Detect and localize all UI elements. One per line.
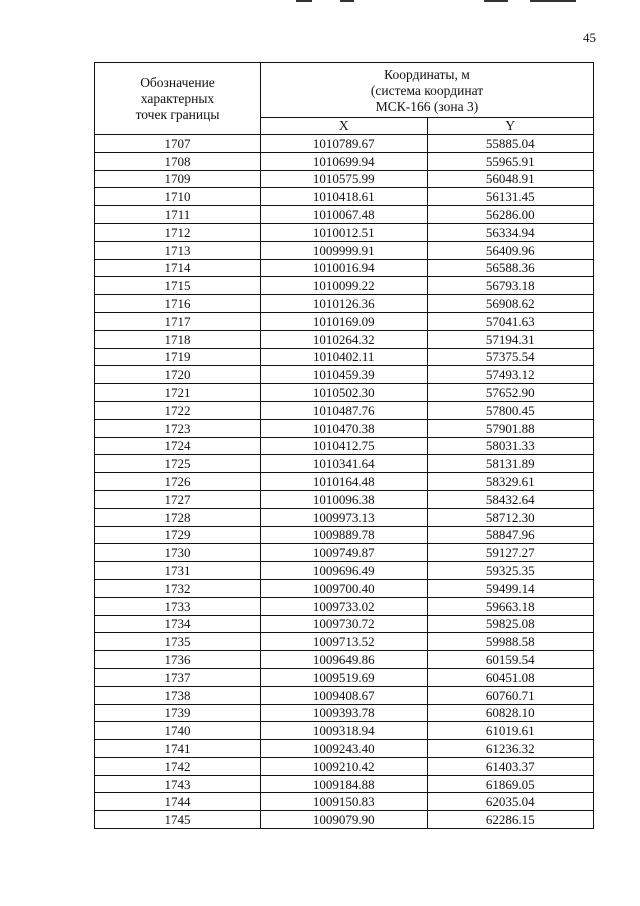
y-coordinate-cell: 56793.18 [427,277,594,295]
table-row [95,135,594,153]
table-row [95,295,594,313]
y-coordinate-cell: 57901.88 [427,419,594,437]
point-id-cell: 1712 [95,223,261,241]
table-body [95,135,594,829]
x-coordinate-cell: 1010096.38 [261,490,428,508]
point-id-cell: 1743 [95,775,261,793]
y-coordinate-cell: 56048.91 [427,170,594,188]
y-coordinate-cell: 59663.18 [427,597,594,615]
point-id-cell: 1719 [95,348,261,366]
table-row [95,615,594,633]
table-row [95,757,594,775]
y-coordinate-cell: 55965.91 [427,152,594,170]
table-row [95,455,594,473]
header-line: (система координат [370,83,484,98]
point-id-cell: 1732 [95,579,261,597]
x-coordinate-cell: 1009999.91 [261,241,428,259]
y-coordinate-cell: 61236.32 [427,740,594,758]
point-id-cell: 1728 [95,508,261,526]
point-id-cell: 1739 [95,704,261,722]
point-id-cell: 1710 [95,188,261,206]
x-coordinate-cell: 1010402.11 [261,348,428,366]
point-id-cell: 1720 [95,366,261,384]
x-coordinate-cell: 1009889.78 [261,526,428,544]
point-id-cell: 1733 [95,597,261,615]
x-coordinate-cell: 1010341.64 [261,455,428,473]
y-coordinate-cell: 58329.61 [427,473,594,491]
y-coordinate-cell: 57375.54 [427,348,594,366]
table-row [95,330,594,348]
table-row [95,259,594,277]
point-id-cell: 1725 [95,455,261,473]
y-coordinate-cell: 55885.04 [427,135,594,153]
y-coordinate-cell: 59825.08 [427,615,594,633]
y-coordinate-cell: 56409.96 [427,241,594,259]
table-row [95,206,594,224]
point-id-cell: 1729 [95,526,261,544]
x-coordinate-cell: 1009079.90 [261,811,428,829]
table-row [95,401,594,419]
header-line: МСК-166 (зона 3) [375,99,479,114]
x-coordinate-cell: 1009210.42 [261,757,428,775]
y-coordinate-cell: 58847.96 [427,526,594,544]
table-row [95,473,594,491]
point-id-cell: 1735 [95,633,261,651]
y-coordinate-cell: 58712.30 [427,508,594,526]
coordinates-table [94,62,594,829]
point-id-cell: 1707 [95,135,261,153]
y-coordinate-cell: 59988.58 [427,633,594,651]
y-coordinate-cell: 59499.14 [427,579,594,597]
point-id-cell: 1742 [95,757,261,775]
table-row [95,722,594,740]
y-coordinate-cell: 57194.31 [427,330,594,348]
point-id-cell: 1723 [95,419,261,437]
table-row [95,384,594,402]
x-coordinate-cell: 1010502.30 [261,384,428,402]
y-coordinate-cell: 62035.04 [427,793,594,811]
point-id-cell: 1718 [95,330,261,348]
x-coordinate-cell: 1009649.86 [261,651,428,669]
y-coordinate-cell: 57800.45 [427,401,594,419]
y-coordinate-cell: 56131.45 [427,188,594,206]
point-id-cell: 1708 [95,152,261,170]
table-row [95,668,594,686]
table-row [95,223,594,241]
point-id-cell: 1722 [95,401,261,419]
table-row [95,544,594,562]
x-coordinate-cell: 1009696.49 [261,562,428,580]
x-coordinate-cell: 1009749.87 [261,544,428,562]
x-coordinate-cell: 1010099.22 [261,277,428,295]
table-row [95,152,594,170]
y-coordinate-cell: 61869.05 [427,775,594,793]
point-id-cell: 1726 [95,473,261,491]
x-coordinate-cell: 1010418.61 [261,188,428,206]
x-coordinate-cell: 1010067.48 [261,206,428,224]
y-coordinate-cell: 57041.63 [427,312,594,330]
y-coordinate-cell: 56334.94 [427,223,594,241]
x-coordinate-cell: 1009184.88 [261,775,428,793]
table-row [95,686,594,704]
point-id-cell: 1744 [95,793,261,811]
scan-artifact-mark [530,0,576,2]
point-id-cell: 1740 [95,722,261,740]
table-row [95,633,594,651]
x-coordinate-cell: 1009733.02 [261,597,428,615]
y-coordinate-cell: 59127.27 [427,544,594,562]
y-coordinate-cell: 56908.62 [427,295,594,313]
header-line: точек границы [135,106,220,122]
page-number: 45 [583,30,596,45]
table-row [95,312,594,330]
table-row [95,740,594,758]
x-column-header: X [261,118,428,135]
table-row [95,704,594,722]
point-id-cell: 1730 [95,544,261,562]
scan-artifact-mark [296,0,312,2]
x-coordinate-cell: 1010789.67 [261,135,428,153]
x-coordinate-cell: 1010575.99 [261,170,428,188]
point-id-cell: 1717 [95,312,261,330]
table-row [95,241,594,259]
x-coordinate-cell: 1009973.13 [261,508,428,526]
y-coordinate-cell: 58031.33 [427,437,594,455]
y-coordinate-cell: 56286.00 [427,206,594,224]
x-coordinate-cell: 1010264.32 [261,330,428,348]
point-id-cell: 1745 [95,811,261,829]
y-coordinate-cell: 60159.54 [427,651,594,669]
x-coordinate-cell: 1009243.40 [261,740,428,758]
y-coordinate-cell: 58432.64 [427,490,594,508]
scan-artifact-mark [484,0,508,2]
table-row [95,526,594,544]
x-coordinate-cell: 1010699.94 [261,152,428,170]
point-id-cell: 1713 [95,241,261,259]
x-coordinate-cell: 1009150.83 [261,793,428,811]
table-row [95,579,594,597]
table-row [95,188,594,206]
x-coordinate-cell: 1009730.72 [261,615,428,633]
x-coordinate-cell: 1010470.38 [261,419,428,437]
point-id-cell: 1741 [95,740,261,758]
x-coordinate-cell: 1010012.51 [261,223,428,241]
header-line: характерных [140,90,215,106]
header-line: Координаты, м [384,67,470,82]
x-coordinate-cell: 1009318.94 [261,722,428,740]
point-id-cell: 1716 [95,295,261,313]
y-coordinate-cell: 62286.15 [427,811,594,829]
y-coordinate-cell: 60760.71 [427,686,594,704]
y-coordinate-cell: 57652.90 [427,384,594,402]
point-id-cell: 1715 [95,277,261,295]
table-row [95,348,594,366]
x-coordinate-cell: 1009393.78 [261,704,428,722]
y-coordinate-cell: 57493.12 [427,366,594,384]
table-row [95,651,594,669]
y-coordinate-cell: 59325.35 [427,562,594,580]
table-row [95,508,594,526]
x-coordinate-cell: 1010164.48 [261,473,428,491]
x-coordinate-cell: 1010459.39 [261,366,428,384]
table-row [95,793,594,811]
table-row [95,366,594,384]
header-line: Обозначение [140,74,215,90]
point-id-cell: 1724 [95,437,261,455]
table-row [95,811,594,829]
y-coordinate-cell: 60451.08 [427,668,594,686]
point-id-cell: 1734 [95,615,261,633]
table-row [95,490,594,508]
point-id-cell: 1714 [95,259,261,277]
scan-artifact-mark [340,0,354,2]
point-id-cell: 1737 [95,668,261,686]
point-id-cell: 1721 [95,384,261,402]
point-id-cell: 1727 [95,490,261,508]
x-coordinate-cell: 1010169.09 [261,312,428,330]
x-coordinate-cell: 1010412.75 [261,437,428,455]
point-id-cell: 1709 [95,170,261,188]
x-coordinate-cell: 1009700.40 [261,579,428,597]
table-row [95,277,594,295]
table-row [95,419,594,437]
x-coordinate-cell: 1009713.52 [261,633,428,651]
y-coordinate-cell: 61403.37 [427,757,594,775]
point-id-cell: 1736 [95,651,261,669]
table-row [95,775,594,793]
table-row [95,562,594,580]
x-coordinate-cell: 1009519.69 [261,668,428,686]
point-id-cell: 1738 [95,686,261,704]
x-coordinate-cell: 1010016.94 [261,259,428,277]
y-coordinate-cell: 58131.89 [427,455,594,473]
x-coordinate-cell: 1009408.67 [261,686,428,704]
x-coordinate-cell: 1010487.76 [261,401,428,419]
y-coordinate-cell: 56588.36 [427,259,594,277]
table-row [95,170,594,188]
y-coordinate-cell: 60828.10 [427,704,594,722]
point-column-header [95,63,261,135]
y-coordinate-cell: 61019.61 [427,722,594,740]
y-column-header: Y [427,118,594,135]
x-coordinate-cell: 1010126.36 [261,295,428,313]
table-row [95,597,594,615]
point-id-cell: 1731 [95,562,261,580]
point-id-cell: 1711 [95,206,261,224]
coordinates-column-header [261,63,594,118]
table-row [95,437,594,455]
